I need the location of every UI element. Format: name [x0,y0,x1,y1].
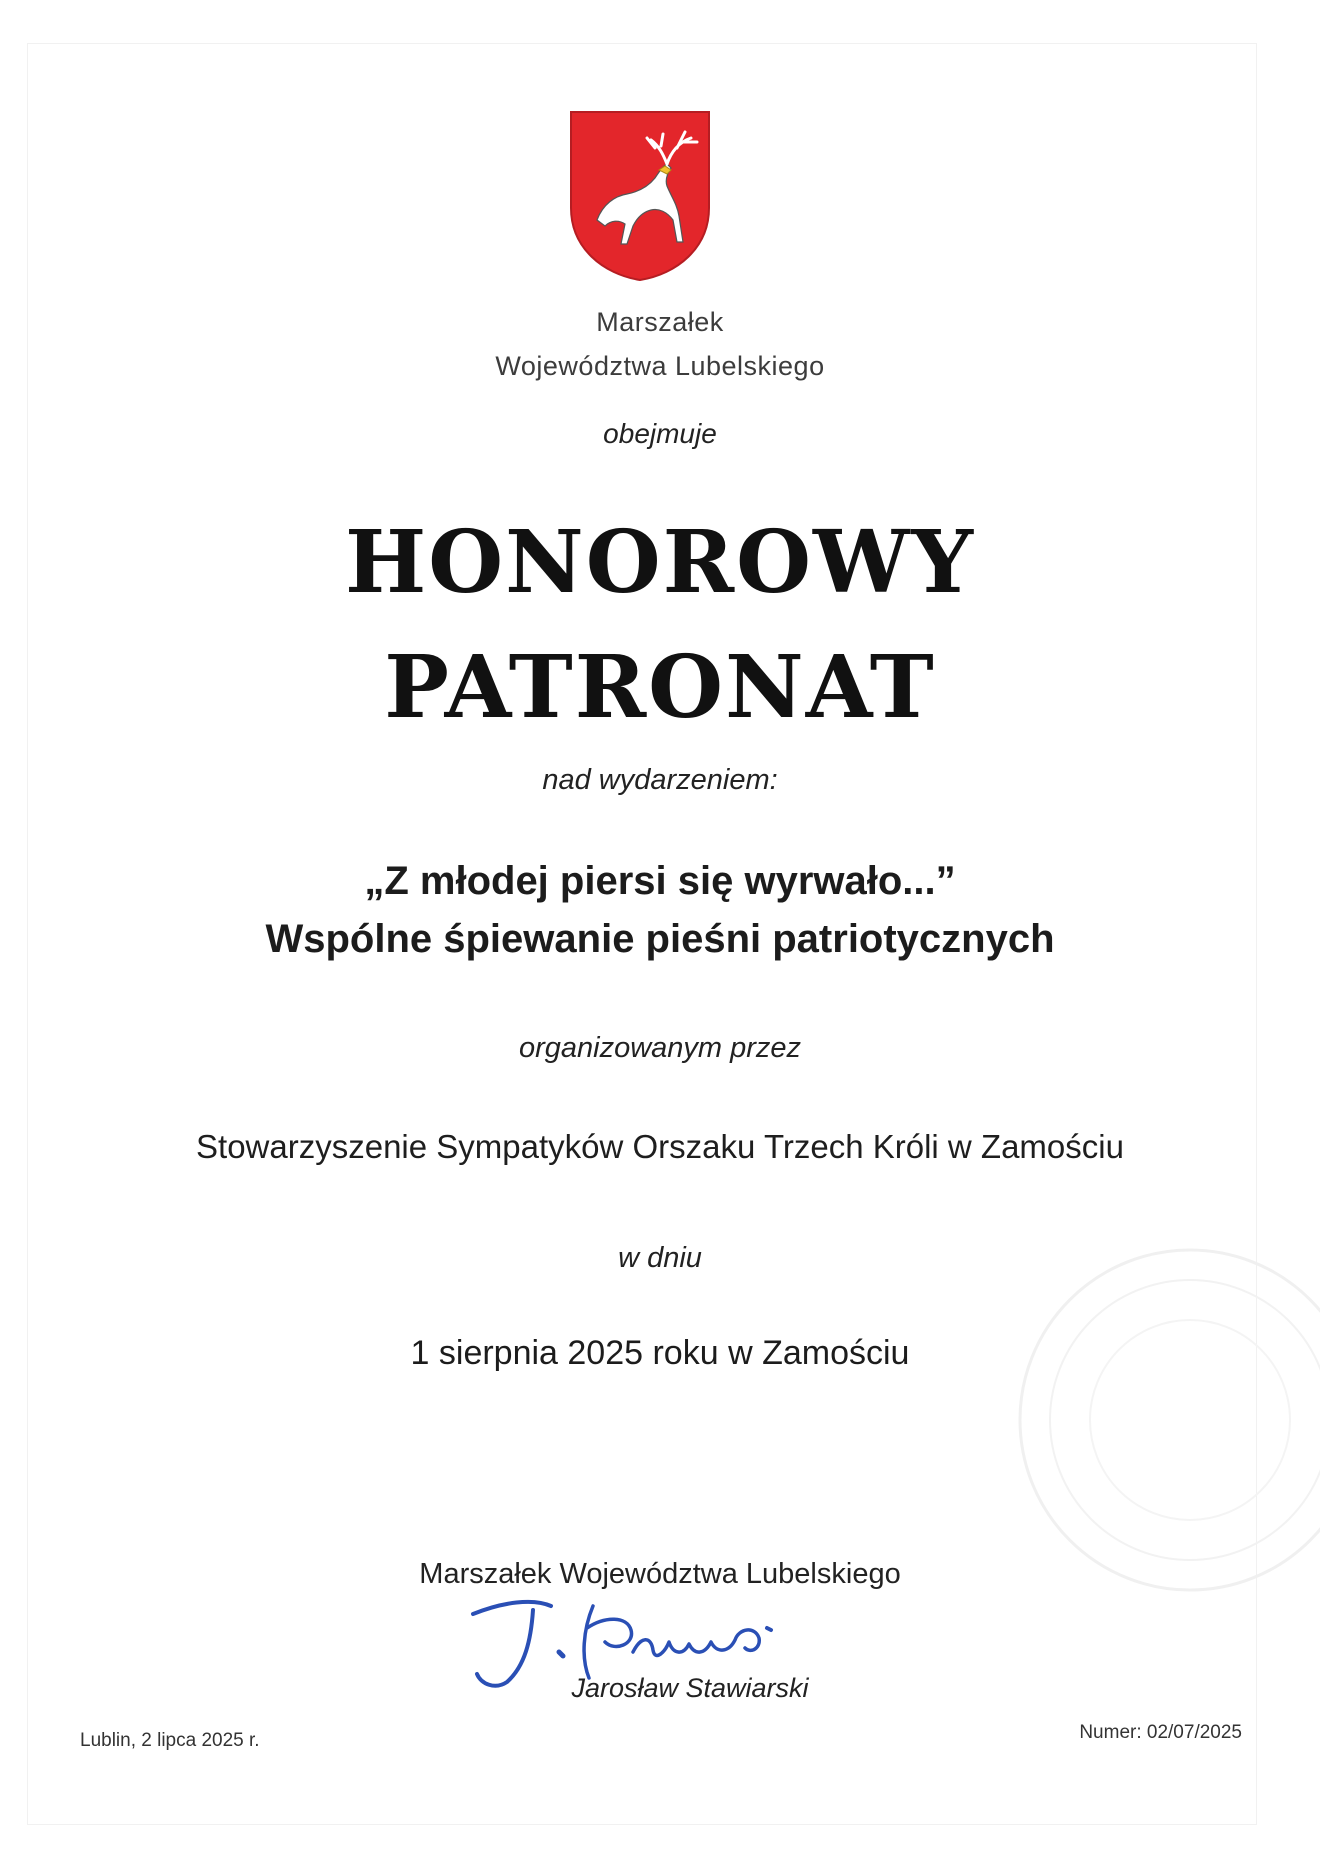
signatory-name: Jarosław Stawiarski [571,1673,809,1703]
event-name-line-2: Wspólne śpiewanie pieśni patriotycznych [265,917,1055,961]
place-date: Lublin, 2 lipca 2025 r. [80,1730,260,1751]
intro-text: obejmuje [603,418,717,449]
issuer-line-1: Marszałek [596,307,724,337]
title-line-1: HONOROWY [344,512,976,613]
signatory-title: Marszałek Województwa Lubelskiego [419,1558,901,1590]
event-name-line-1: „Z młodej piersi się wyrwało...” [364,859,956,903]
page-title [0,500,1320,750]
embossed-seal-icon [1010,1240,1320,1600]
organizer-label: organizowanym przez [518,1032,802,1064]
issuer-block [0,300,1320,388]
date-label: w dniu [618,1242,702,1274]
lubelskie-coat-of-arms-icon [567,108,713,282]
issuer-line-2: Województwa Lubelskiego [495,351,825,381]
event-date: 1 sierpnia 2025 roku w Zamościu [410,1334,910,1372]
title-line-2: PATRONAT [384,637,936,738]
event-name [0,852,1320,968]
event-label: nad wydarzeniem: [542,764,778,796]
document-number: Numer: 02/07/2025 [1079,1722,1242,1743]
organizer-name: Stowarzyszenie Sympatyków Orszaku Trzech Króli w Zamościu [196,1128,1124,1165]
